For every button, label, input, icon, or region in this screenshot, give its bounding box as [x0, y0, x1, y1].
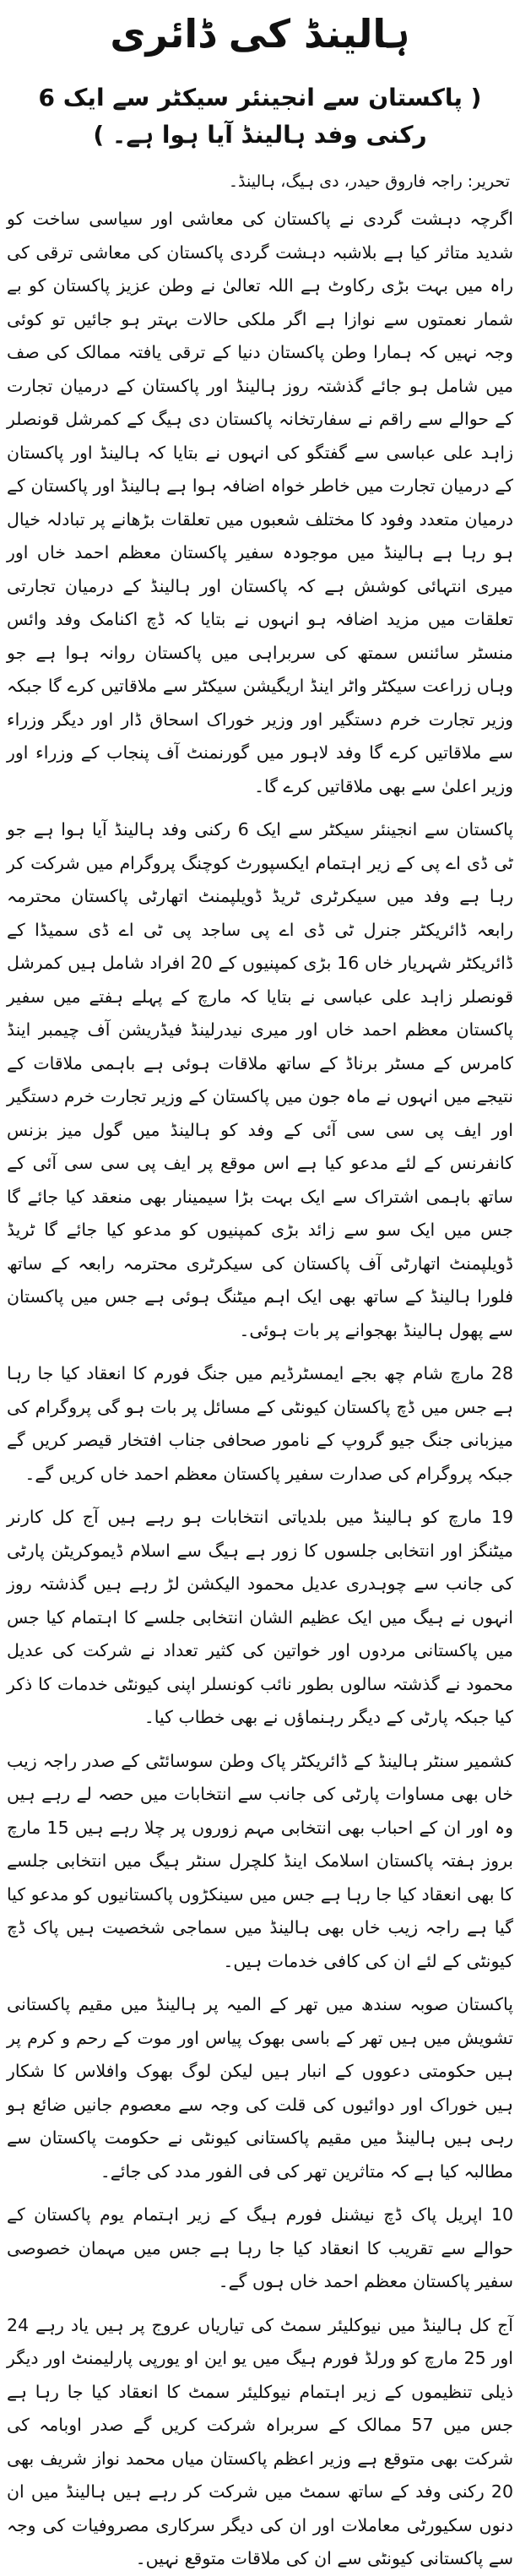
article-subtitle: ( پاکستان سے انجینئر سیکٹر سے ایک 6 رکنی وفد ہالینڈ آیا ہوا ہے۔ ): [38, 84, 482, 149]
paragraph: 19 مارچ کو ہالینڈ میں بلدیاتی انتخابات ہو رہے ہیں آج کل کارنر میٹنگز اور انتخابی جلسوں کا زور ہے ہیگ سے اسلام ڈیموکریٹن پارٹی کی جانب سے چوہدری عدیل محمود الیکشن لڑ رہے ہیں گذشتہ روز انہوں نے ہیگ میں ایک عظیم الشان انتخابی جلسے کا اہتمام کیا جس میں پاکستانی مردوں اور خواتین کی کثیر تعداد نے شرکت کی عدیل محمود نے گذشتہ سالوں بطور نائب کونسلر اپنی کیونٹی خدمات کا ذکر کیا جبکہ پارٹی کے دیگر رہنماؤں نے بھی خطاب کیا۔: [7, 1507, 513, 1727]
article-body: [7, 203, 513, 2576]
paragraph: 10 اپریل پاک ڈچ نیشنل فورم ہیگ کے زیر اہتمام یوم پاکستان کے حوالے سے تقریب کا انعقاد کیا جا رہا ہے جس میں مہمان خصوصی سفیر پاکستان معظم احمد خاں ہوں گے۔: [7, 2204, 513, 2291]
paragraph: آج کل ہالینڈ میں نیوکلیئر سمٹ کی تیاریاں عروج پر ہیں یاد رہے 24 اور 25 مارچ کو ورلڈ فورم ہیگ میں یو این او یورپی پارلیمنٹ اور دیگر ذیلی تنظیموں کے زیر اہتمام نیوکلیئر سمٹ کا انعقاد کیا جا رہا ہے جس میں 57 ممالک کے سربراہ شرکت کریں گے صدر اوبامہ کی شرکت بھی متوقع ہے وزیر اعظم پاکستان میاں محمد نواز شریف بھی 20 رکنی وفد کے ساتھ سمٹ میں شرکت کر رہے ہیں ہالینڈ میں ان دنوں سکیورٹی معاملات اور ان کی دیگر سرکاری مصروفیات کی وجہ سے پاکستانی کیونٹی سے ان کی ملاقات متوقع نہیں۔: [7, 2314, 514, 2568]
paragraph: پاکستان سے انجینئر سیکٹر سے ایک 6 رکنی وفد ہالینڈ آیا ہوا ہے جو ٹی ڈی اے پی کے زیر اہتمام ایکسپورٹ کوچنگ پروگرام میں شرکت کر رہا ہے وفد میں سیکرٹری ٹریڈ ڈویلپمنٹ اتھارٹی پاکستان محترمہ رابعہ ڈائریکٹر جنرل ٹی ڈی اے پی ساجد پی ٹی اے ڈی سمیڈا کے ڈائریکٹر شہریار خاں 16 بڑی کمپنیوں کے 20 افراد شامل ہیں کمرشل قونصلر زاہد علی عباسی نے بتایا کہ مارچ کے پہلے ہفتے میں سفیر پاکستان معظم احمد خاں اور میری نیدرلینڈ فیڈریشن آف چیمبر اینڈ کامرس کے مسٹر برناڈ کے ساتھ ملاقات ہوئی ہے باہمی ملاقات کے نتیجے میں انہوں نے ماہ جون میں پاکستان کے وزیر تجارت خرم دستگیر اور ایف پی سی سی آئی کے وفد کو ہالینڈ میں گول میز بزنس کانفرنس کے لئے مدعو کیا ہے اس موقع پر ایف پی سی سی آئی کے ساتھ باہمی اشتراک سے ایک بہت بڑا سیمینار بھی منعقد کیا جائے گا جس میں ایک سو سے زائد بڑی کمپنیوں کو مدعو کیا جائے گا ٹریڈ ڈویلپمنٹ اتھارٹی آف پاکستان کی سیکرٹری محترمہ رابعہ کے ساتھ فلورا ہالینڈ کے ساتھ بھی ایک اہم میٹنگ ہوئی ہے جس میں پاکستان سے پھول ہالینڈ بھجوانے پر بات ہوئی۔: [7, 819, 513, 1340]
article-page: [0, 7, 520, 2568]
article-title: ہالینڈ کی ڈائری: [110, 11, 410, 57]
paragraph: کشمیر سنٹر ہالینڈ کے ڈائریکٹر پاک وطن سوسائٹی کے صدر راجہ زیب خاں بھی مساوات پارٹی کی جانب سے انتخابات میں حصہ لے رہے ہیں وہ اور ان کے احباب بھی انتخابی مہم زوروں پر چلا رہے ہیں 15 مارچ بروز ہفتہ پاکستان اسلامک اینڈ کلچرل سنٹر ہیگ میں انتخابی جلسے کا بھی انعقاد کیا جا رہا ہے جس میں سینکڑوں پاکستانیوں کو مدعو کیا گیا ہے راجہ زیب خاں بھی ہالینڈ میں سماجی شخصیت ہیں پاک ڈچ کیونٹی کے لئے ان کی کافی خدمات ہیں۔: [7, 1750, 513, 1971]
paragraph: پاکستان صوبہ سندھ میں تھر کے المیہ پر ہالینڈ میں مقیم پاکستانی تشویش میں ہیں تھر کے باسی بھوک پیاس اور موت کے رحم و کرم پر ہیں حکومتی دعووں کے انبار ہیں لیکن لوگ بھوک وافلاس کا شکار ہیں خوراک اور دوائیوں کی قلت کی وجہ سے معصوم جانیں ضائع ہو رہی ہیں ہالینڈ میں مقیم پاکستانی کیونٹی نے حکومت پاکستان سے مطالبہ کیا ہے کہ متاثرین تھر کی فی الفور مدد کی جائے۔: [7, 1994, 513, 2182]
article-byline: تحریر: راجہ فاروق حیدر، دی ہیگ، ہالینڈ۔: [228, 172, 510, 191]
paragraph: 28 مارچ شام چھ بجے ایمسٹرڈیم میں جنگ فورم کا انعقاد کیا جا رہا ہے جس میں ڈچ پاکستان کیونٹی کے مسائل پر بات ہو گی پروگرام کی میزبانی جنگ جیو گروپ کے نامور صحافی جناب افتخار قیصر کریں گے جبکہ پروگرام کی صدارت سفیر پاکستان معظم احمد خاں کریں گے۔: [7, 1363, 513, 1484]
paragraph: اگرچہ دہشت گردی نے پاکستان کی معاشی اور سیاسی ساخت کو شدید متاثر کیا ہے بلاشبہ دہشت گردی پاکستان کی معاشی ترقی کی راہ میں بہت بڑی رکاوٹ ہے اللہ تعالیٰ نے وطن عزیز پاکستان کو بے شمار نعمتوں سے نوازا ہے اگر ملکی حالات بہتر ہو جائیں تو کوئی وجہ نہیں کہ ہمارا وطن پاکستان دنیا کے ترقی یافتہ ممالک کی صف میں شامل ہو جائے گذشتہ روز ہالینڈ اور پاکستان کے درمیان تجارت کے حوالے سے راقم نے سفارتخانہ پاکستان دی ہیگ کے کمرشل قونصلر زاہد علی عباسی سے گفتگو کی انہوں نے بتایا کہ ہالینڈ اور پاکستان کے درمیان تجارت میں خاطر خواہ اضافہ ہوا ہے ہالینڈ اور پاکستان کے درمیان متعدد وفود کا مختلف شعبوں میں تعلقات بڑھانے پر تبادلہ خیال ہو رہا ہے ہالینڈ میں موجودہ سفیر پاکستان معظم احمد خاں اور میری انتہائی کوشش ہے کہ پاکستان اور ہالینڈ کے درمیان تجارتی تعلقات میں مزید اضافہ ہو انہوں نے بتایا کہ ڈچ اکنامک وفد وائس منسٹر سائنس سمتھ کی سربراہی میں پاکستان روانہ ہوا ہے جو وہاں زراعت سیکٹر واٹر اینڈ اریگیشن سیکٹر سے ملاقاتیں کرے گا جبکہ وزیر تجارت خرم دستگیر اور وزیر خوراک اسحاق ڈار اور دیگر وزراء سے ملاقاتیں کرے گا وفد لاہور میں گورنمنٹ آف پنجاب کے وزراء اور وزیر اعلیٰ سے بھی ملاقاتیں کرے گا۔: [7, 209, 513, 796]
